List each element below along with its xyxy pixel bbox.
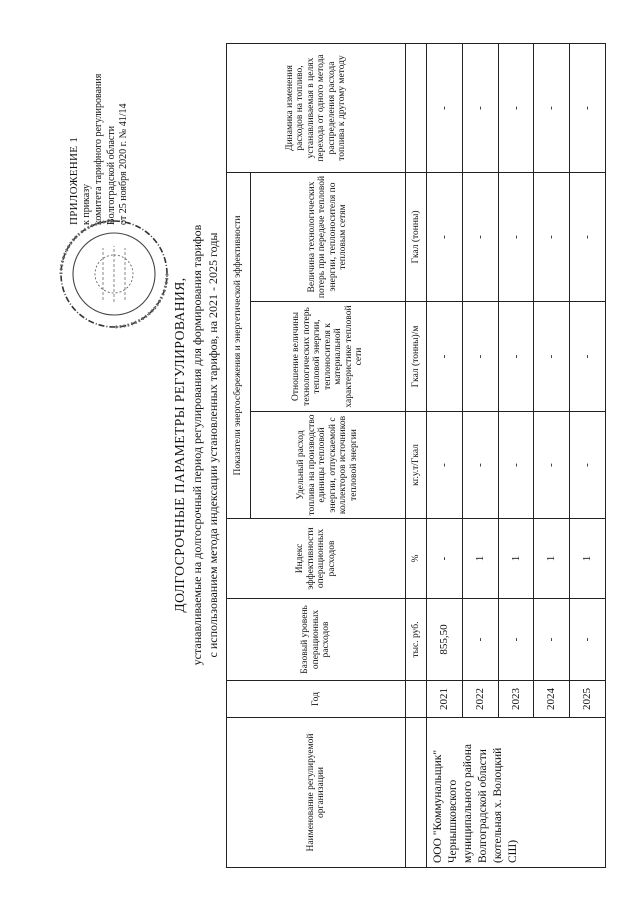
base-level-cell: -: [570, 599, 606, 681]
loss-value-cell: -: [498, 173, 534, 302]
unit-ratio: Гкал (тонны)/м: [406, 302, 427, 412]
header-efficiency-index: Индекс эффективности операционных расходов: [227, 519, 406, 599]
unit-org: [406, 718, 427, 868]
loss-ratio-cell: -: [426, 302, 462, 412]
fuel-rate-cell: -: [426, 412, 462, 519]
fuel-dynamics-cell: -: [534, 44, 570, 173]
fuel-rate-cell: -: [498, 412, 534, 519]
document-subtitle-2: с использованием метода индексации установленных тарифов, на 2021 - 2025 годы: [206, 232, 220, 658]
unit-index: %: [406, 519, 427, 599]
year-cell: 2025: [570, 681, 606, 718]
header-base-level: Базовый уровень операционных расходов: [227, 599, 406, 681]
annex-line-3: Волгоградской области: [105, 125, 117, 225]
annex-block: [68, 10, 131, 225]
loss-value-cell: -: [426, 173, 462, 302]
loss-ratio-cell: -: [570, 302, 606, 412]
fuel-rate-cell: -: [570, 412, 606, 519]
header-energy-group: Показатели энергосбережения и энергетической эффективности: [227, 173, 251, 519]
loss-ratio-cell: -: [498, 302, 534, 412]
header-year: Год: [227, 681, 406, 718]
fuel-dynamics-cell: -: [426, 44, 462, 173]
loss-value-cell: -: [462, 173, 498, 302]
efficiency-index-cell: 1: [570, 519, 606, 599]
header-fuel-dynamics: Динамика изменения расходов на топливо, устанавливаемая в целях перехода от одного метода распределения расхода топлива к другому методу: [227, 44, 406, 173]
unit-loss: Гкал (тонны): [406, 173, 427, 302]
loss-ratio-cell: -: [462, 302, 498, 412]
efficiency-index-cell: 1: [534, 519, 570, 599]
header-loss-value: Величина технологических потерь при передаче тепловой энергии, теплоносителя по тепловым сетям: [250, 173, 405, 302]
efficiency-index-cell: 1: [498, 519, 534, 599]
loss-value-cell: -: [534, 173, 570, 302]
year-cell: 2024: [534, 681, 570, 718]
annex-line-4: от 25 ноября 2020 г. № 41/14: [118, 103, 129, 225]
base-level-cell: 855,50: [426, 599, 462, 681]
header-loss-ratio: Отношение величины технологических потерь тепловой энергии, теплоносителя к материальной характеристике тепловой сети: [250, 302, 405, 412]
document-subtitle-1: устанавливаемые на долгосрочный период регулирования для формирования тарифов: [190, 224, 204, 666]
seal-graphic: [58, 218, 170, 330]
fuel-dynamics-cell: -: [462, 44, 498, 173]
header-org: Наименование регулируемой организации: [227, 718, 406, 868]
year-cell: 2023: [498, 681, 534, 718]
fuel-dynamics-cell: -: [498, 44, 534, 173]
unit-fuel: кг.у.т/Гкал: [406, 412, 427, 519]
document-title: ДОЛГОСРОЧНЫЕ ПАРАМЕТРЫ РЕГУЛИРОВАНИЯ,: [172, 277, 187, 613]
base-level-cell: -: [498, 599, 534, 681]
base-level-cell: -: [462, 599, 498, 681]
official-seal: [58, 218, 170, 330]
year-cell: 2022: [462, 681, 498, 718]
parameters-table: [226, 43, 606, 868]
annex-line-1: к приказу: [80, 184, 92, 225]
loss-value-cell: -: [570, 173, 606, 302]
unit-dynamics: [406, 44, 427, 173]
efficiency-index-cell: -: [426, 519, 462, 599]
annex-title: ПРИЛОЖЕНИЕ 1: [68, 136, 80, 225]
header-fuel-rate: Удельный расход топлива на производство единицы тепловой энергии, отпускаемой с коллекторов источников тепловой энергии: [250, 412, 405, 519]
annex-line-2: комитета тарифного регулирования: [93, 73, 104, 225]
unit-base: тыс. руб.: [406, 599, 427, 681]
fuel-rate-cell: -: [534, 412, 570, 519]
year-cell: 2021: [426, 681, 462, 718]
fuel-dynamics-cell: -: [570, 44, 606, 173]
efficiency-index-cell: 1: [462, 519, 498, 599]
unit-year: [406, 681, 427, 718]
organization-name: ООО "Коммунальщик" Чернышковского муниципального района Волгоградской области (котельная х. Волоцкий СШ): [426, 718, 605, 868]
loss-ratio-cell: -: [534, 302, 570, 412]
fuel-rate-cell: -: [462, 412, 498, 519]
base-level-cell: -: [534, 599, 570, 681]
